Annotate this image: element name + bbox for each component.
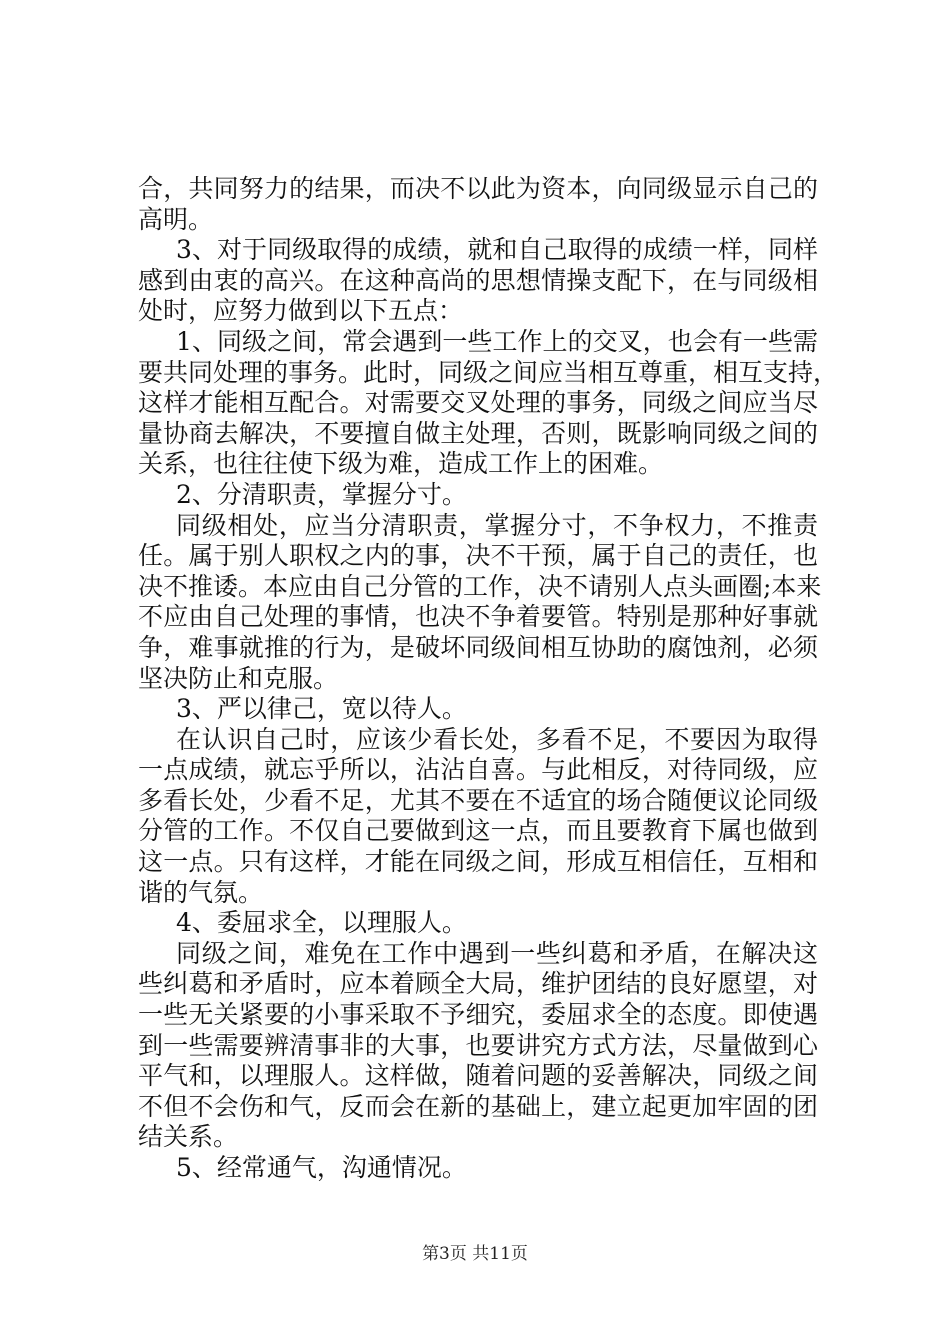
page-number-footer: 第3页 共11页 <box>422 1244 528 1264</box>
text-line: 1、同级之间，常会遇到一些工作上的交叉，也会有一些需 <box>176 326 818 356</box>
text-line: 分管的工作。不仅自己要做到这一点，而且要教育下属也做到 <box>138 816 818 846</box>
text-line: 感到由衷的高兴。在这种高尚的思想情操支配下，在与同级相 <box>138 265 818 295</box>
section-heading: 4、委屈求全，以理服人。 <box>176 908 467 938</box>
text-line: 要共同处理的事务。此时，同级之间应当相互尊重，相互支持， <box>138 357 839 387</box>
text-line: 坚决防止和克服。 <box>138 663 339 693</box>
text-line: 这样才能相互配合。对需要交叉处理的事务，同级之间应当尽 <box>138 388 818 418</box>
section-heading: 5、经常通气，沟通情况。 <box>176 1153 467 1182</box>
text-line: 多看长处，少看不足，尤其不要在不适宜的场合随便议论同级 <box>138 785 818 815</box>
text-line: 同级之间，难免在工作中遇到一些纠葛和矛盾，在解决这 <box>176 938 818 968</box>
section-heading: 3、严以律己，宽以待人。 <box>176 694 467 724</box>
text-line: 结关系。 <box>138 1122 239 1152</box>
body-text <box>138 174 839 1184</box>
text-line: 争，难事就推的行为，是破坏同级间相互协助的腐蚀剂，必须 <box>138 632 818 662</box>
text-line: 些纠葛和矛盾时，应本着顾全大局，维护团结的良好愿望，对 <box>138 969 818 999</box>
text-line: 关系，也往往使下级为难，造成工作上的困难。 <box>138 449 664 479</box>
text-line: 不但不会伤和气，反而会在新的基础上，建立起更加牢固的团 <box>138 1091 818 1121</box>
text-line: 决不推诿。本应由自己分管的工作，决不请别人点头画圈;本来 <box>138 571 822 601</box>
text-line: 这一点。只有这样，才能在同级之间，形成互相信任，互相和 <box>138 847 818 877</box>
text-line: 合，共同努力的结果，而决不以此为资本，向同级显示自己的 <box>138 174 818 203</box>
text-line: 谐的气氛。 <box>138 877 264 907</box>
text-line: 不应由自己处理的事情，也决不争着要管。特别是那种好事就 <box>138 602 818 632</box>
text-line: 同级相处，应当分清职责，掌握分寸，不争权力，不推责 <box>176 510 818 540</box>
text-line: 一点成绩，就忘乎所以，沾沾自喜。与此相反，对待同级，应 <box>138 755 818 785</box>
section-heading: 2、分清职责，掌握分寸。 <box>176 479 467 509</box>
text-line: 高明。 <box>138 204 214 234</box>
text-line: 量协商去解决，不要擅自做主处理，否则，既影响同级之间的 <box>138 418 818 448</box>
text-line: 任。属于别人职权之内的事，决不干预，属于自己的责任，也 <box>138 541 818 571</box>
text-line: 在认识自己时，应该少看长处，多看不足，不要因为取得 <box>176 724 818 754</box>
text-line: 一些无关紧要的小事采取不予细究，委屈求全的态度。即使遇 <box>138 1000 818 1030</box>
text-line: 处时，应努力做到以下五点： <box>138 296 464 326</box>
text-line: 平气和，以理服人。这样做，随着问题的妥善解决，同级之间 <box>138 1061 818 1091</box>
text-line: 到一些需要辨清事非的大事，也要讲究方式方法，尽量做到心 <box>138 1030 818 1060</box>
text-line: 3、对于同级取得的成绩，就和自己取得的成绩一样，同样 <box>176 235 818 265</box>
